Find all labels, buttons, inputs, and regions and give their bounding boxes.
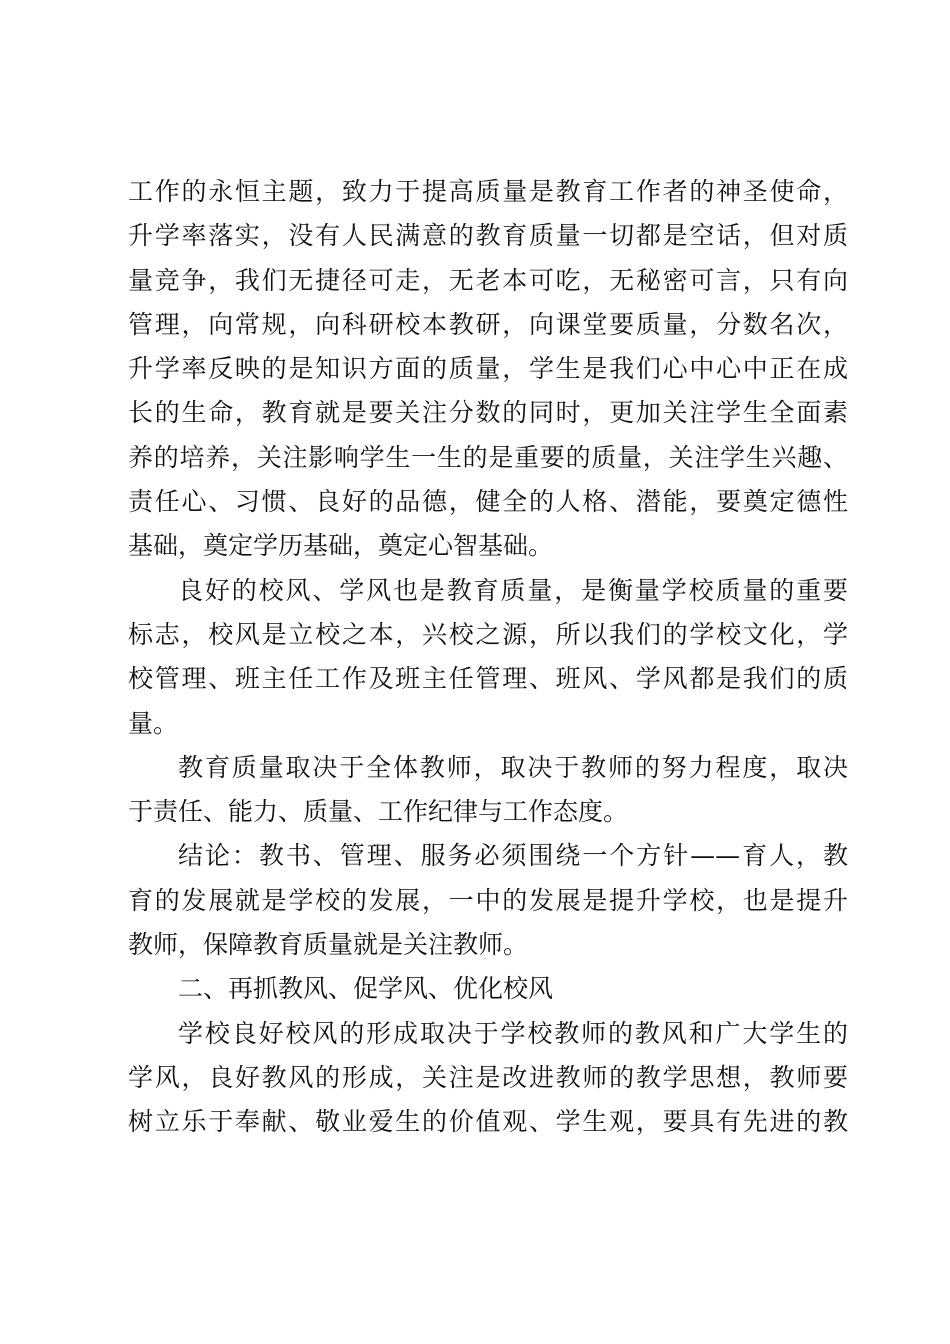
section-heading: 二、再抓教风、促学风、优化校风: [178, 974, 554, 1004]
text-line: 教师，保障教育质量就是关注教师。: [128, 930, 529, 960]
text-line: 基础，奠定学历基础，奠定心智基础。: [128, 531, 554, 561]
text-line: 教育质量取决于全体教师，取决于教师的努力程度，取决: [178, 752, 848, 782]
text-line: 学校良好校风的形成取决于学校教师的教风和广大学生的: [178, 1018, 848, 1048]
text-line: 长的生命，教育就是要关注分数的同时，更加关注学生全面素: [128, 398, 848, 428]
text-line: 工作的永恒主题，致力于提高质量是教育工作者的神圣使命，: [128, 177, 848, 206]
text-line: 结论：教书、管理、服务必须围绕一个方针——育人，教: [178, 841, 848, 871]
text-line: 校管理、班主任工作及班主任管理、班风、学风都是我们的质: [128, 664, 848, 694]
text-line: 责任心、习惯、良好的品德，健全的人格、潜能，要奠定德性: [128, 487, 848, 517]
text-line: 升学率反映的是知识方面的质量，学生是我们心中心中正在成: [128, 354, 848, 384]
text-line: 升学率落实，没有人民满意的教育质量一切都是空话，但对质: [128, 221, 848, 251]
text-line: 管理，向常规，向科研校本教研，向课堂要质量，分数名次，: [128, 309, 848, 339]
text-line: 育的发展就是学校的发展，一中的发展是提升学校，也是提升: [128, 885, 848, 915]
text-line: 于责任、能力、质量、工作纪律与工作态度。: [128, 797, 629, 827]
text-line: 量。: [128, 708, 179, 738]
text-line: 学风，良好教风的形成，关注是改进教师的教学思想，教师要: [128, 1062, 848, 1092]
text-line: 标志，校风是立校之本，兴校之源，所以我们的学校文化，学: [128, 619, 848, 649]
text-line: 养的培养，关注影响学生一生的是重要的质量，关注学生兴趣、: [128, 442, 848, 472]
text-line: 树立乐于奉献、敬业爱生的价值观、学生观，要具有先进的教: [128, 1107, 848, 1137]
document-body-text: [128, 170, 848, 1145]
text-line: 量竞争，我们无捷径可走，无老本可吃，无秘密可言，只有向: [128, 265, 848, 295]
text-line: 良好的校风、学风也是教育质量，是衡量学校质量的重要: [178, 575, 848, 605]
